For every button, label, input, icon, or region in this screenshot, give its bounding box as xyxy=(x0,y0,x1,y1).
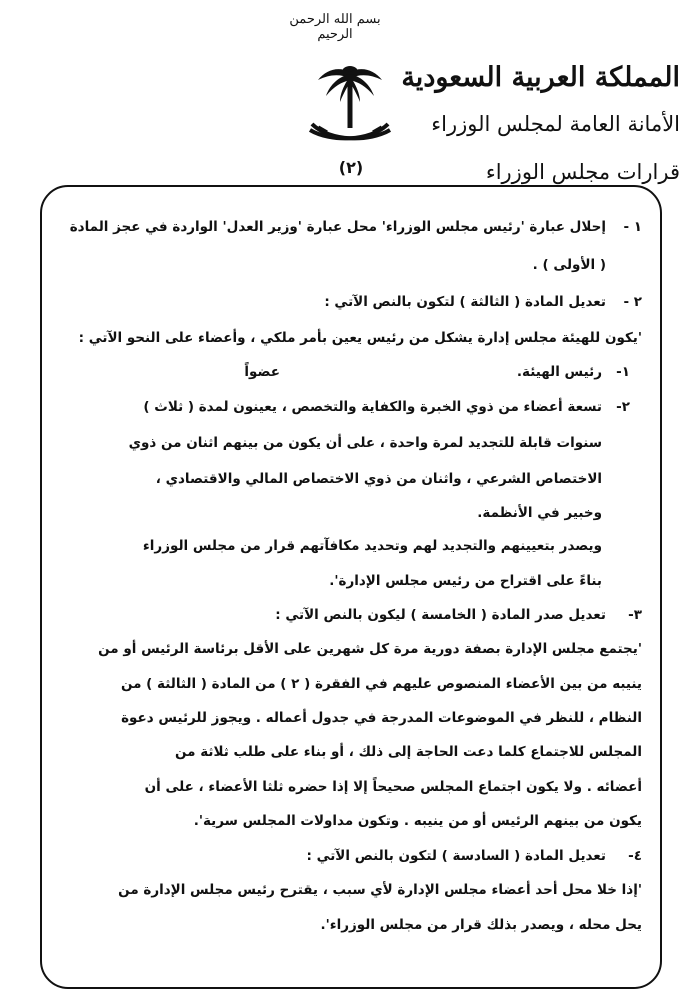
text-line: يكون من بينهم الرئيس أو من ينيبه . وتكون مداولات المجلس سرية'. xyxy=(193,813,642,829)
text-line: ويصدر بتعيينهم والتجديد لهم وتحديد مكافآتهم قرار من مجلس الوزراء xyxy=(142,538,602,554)
text-line: تعديل صدر المادة ( الخامسة ) ليكون بالنص الآتي : xyxy=(275,607,606,623)
text-line: يحل محله ، ويصدر بذلك قرار من مجلس الوزراء'. xyxy=(320,917,642,933)
text-line: الاختصاص الشرعي ، واثنان من ذوي الاختصاص المالي والاقتصادي ، xyxy=(155,471,602,487)
text-line: تعديل المادة ( السادسة ) لتكون بالنص الآتي : xyxy=(306,848,606,864)
text-line: بناءً على اقتراح من رئيس مجلس الإدارة'. xyxy=(329,573,602,589)
text-line: إحلال عبارة 'رئيس مجلس الوزراء' محل عبارة 'وزير العدل' الواردة في عجز المادة xyxy=(69,219,606,235)
text-line: تسعة أعضاء من ذوي الخبرة والكفاية والتخصص ، يعينون لمدة ( ثلاث ) xyxy=(143,399,602,415)
secretariat-title: الأمانة العامة لمجلس الوزراء xyxy=(431,112,680,136)
item-number: ٤- xyxy=(628,848,642,864)
text-line: 'إذا خلا محل أحد أعضاء مجلس الإدارة لأي سبب ، يقترح رئيس مجلس الإدارة من xyxy=(118,882,642,898)
text-line: رئيس الهيئة. xyxy=(516,364,602,380)
text-line: 'يكون للهيئة مجلس إدارة يشكل من رئيس يعين بأمر ملكي ، وأعضاء على النحو الآتي : xyxy=(78,330,642,346)
palm-swords-emblem-icon xyxy=(300,58,400,158)
page-number: (٢) xyxy=(338,158,364,177)
text-line: المجلس للاجتماع كلما دعت الحاجة إلى ذلك ، أو بناء على طلب ثلاثة من xyxy=(174,744,642,760)
text-line: 'يجتمع مجلس الإدارة بصفة دورية مرة كل شهرين على الأقل برئاسة الرئيس أو من xyxy=(98,641,642,657)
text-line: ( الأولى ) . xyxy=(532,257,606,273)
text-line: تعديل المادة ( الثالثة ) لتكون بالنص الآتي : xyxy=(324,294,606,310)
item-number: ٣- xyxy=(628,607,642,623)
item-number: ٢ - xyxy=(623,294,642,310)
text-line: أعضائه . ولا يكون اجتماع المجلس صحيحاً إلا إذا حضره ثلثا الأعضاء ، على أن xyxy=(144,779,642,795)
basmala-calligraphy: بسم الله الرحمن الرحيم xyxy=(289,12,381,42)
item-number: ١ - xyxy=(623,219,642,235)
text-line: وخبير في الأنظمة. xyxy=(477,505,602,521)
text-line: النظام ، للنظر في الموضوعات المدرجة في جدول أعماله . ويجوز للرئيس دعوة xyxy=(121,710,642,726)
text-line: سنوات قابلة للتجديد لمرة واحدة ، على أن يكون من بينهم اثنان من ذوي xyxy=(128,435,602,451)
sub-item-number: ٢- xyxy=(616,399,630,415)
kingdom-title: المملكة العربية السعودية xyxy=(401,62,680,93)
text-line: ينيبه من بين الأعضاء المنصوص عليهم في الفقرة ( ٢ ) من المادة ( الثالثة ) من xyxy=(120,676,642,692)
decisions-title: قرارات مجلس الوزراء xyxy=(485,160,680,184)
member-role: عضواً xyxy=(244,364,280,380)
sub-item-number: ١- xyxy=(616,364,630,380)
